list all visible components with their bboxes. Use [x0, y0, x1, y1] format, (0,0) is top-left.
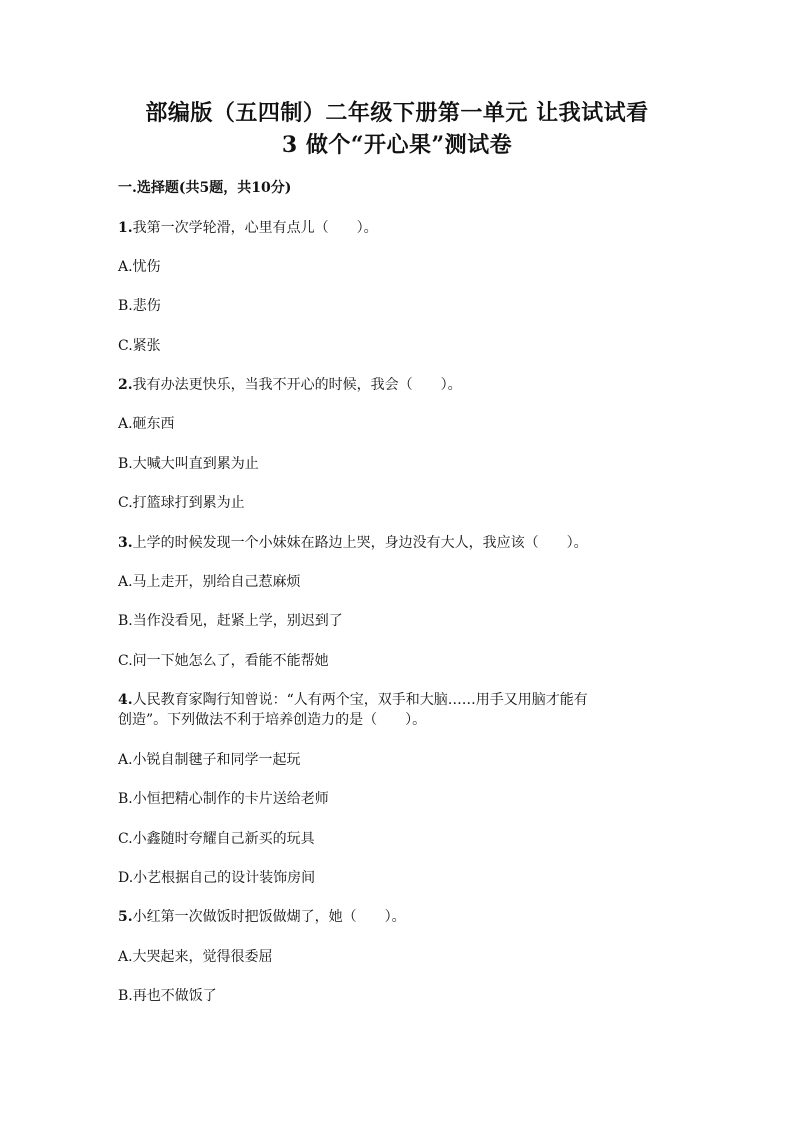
question-number: 3.: [118, 535, 133, 551]
option-2a: A.砸东西: [118, 416, 175, 432]
option-4b: B.小恒把精心制作的卡片送给老师: [118, 791, 329, 807]
question-2: [118, 375, 678, 395]
question-number: 2.: [118, 377, 133, 393]
question-4-line-1: [118, 690, 678, 710]
question-5: [118, 907, 678, 927]
question-text: 我第一次学轮滑，心里有点儿（ ）。: [132, 220, 378, 236]
question-4-line-2: 创造”。下列做法不利于培养创造力的是（ ）。: [118, 712, 427, 728]
question-number: 4.: [118, 692, 133, 708]
exam-title-line-1: 部编版（五四制）二年级下册第一单元 让我试试看: [145, 100, 649, 126]
option-1a: A.忧伤: [118, 259, 161, 275]
question-text: 小红第一次做饭时把饭做煳了，她（ ）。: [132, 909, 406, 925]
question-text: 人民教育家陶行知曾说：“人有两个宝，双手和大脑……用手又用脑才能有: [132, 692, 588, 708]
question-3: [118, 533, 678, 553]
option-2c: C.打篮球打到累为止: [118, 495, 245, 511]
question-text: 上学的时候发现一个小妹妹在路边上哭，身边没有大人，我应该（ ）。: [132, 535, 588, 551]
option-1b: B.悲伤: [118, 298, 161, 314]
option-3a: A.马上走开，别给自己惹麻烦: [118, 574, 301, 590]
question-number: 5.: [118, 909, 133, 925]
exam-title-line-2: 3 做个“开心果”测试卷: [281, 132, 513, 158]
option-1c: C.紧张: [118, 338, 161, 354]
question-1: [118, 218, 678, 238]
option-3b: B.当作没看见，赶紧上学，别迟到了: [118, 613, 343, 629]
option-5a: A.大哭起来，觉得很委屈: [118, 949, 273, 965]
option-5b: B.再也不做饭了: [118, 988, 217, 1004]
option-3c: C.问一下她怎么了，看能不能帮她: [118, 653, 329, 669]
option-4d: D.小艺根据自己的设计装饰房间: [118, 870, 316, 886]
section-heading: 一.选择题(共5题，共10分): [118, 180, 292, 196]
question-text: 我有办法更快乐，当我不开心的时候，我会（ ）。: [132, 377, 462, 393]
option-4a: A.小锐自制毽子和同学一起玩: [118, 752, 301, 768]
question-number: 1.: [118, 220, 133, 236]
option-4c: C.小鑫随时夸耀自己新买的玩具: [118, 831, 315, 847]
option-2b: B.大喊大叫直到累为止: [118, 456, 259, 472]
